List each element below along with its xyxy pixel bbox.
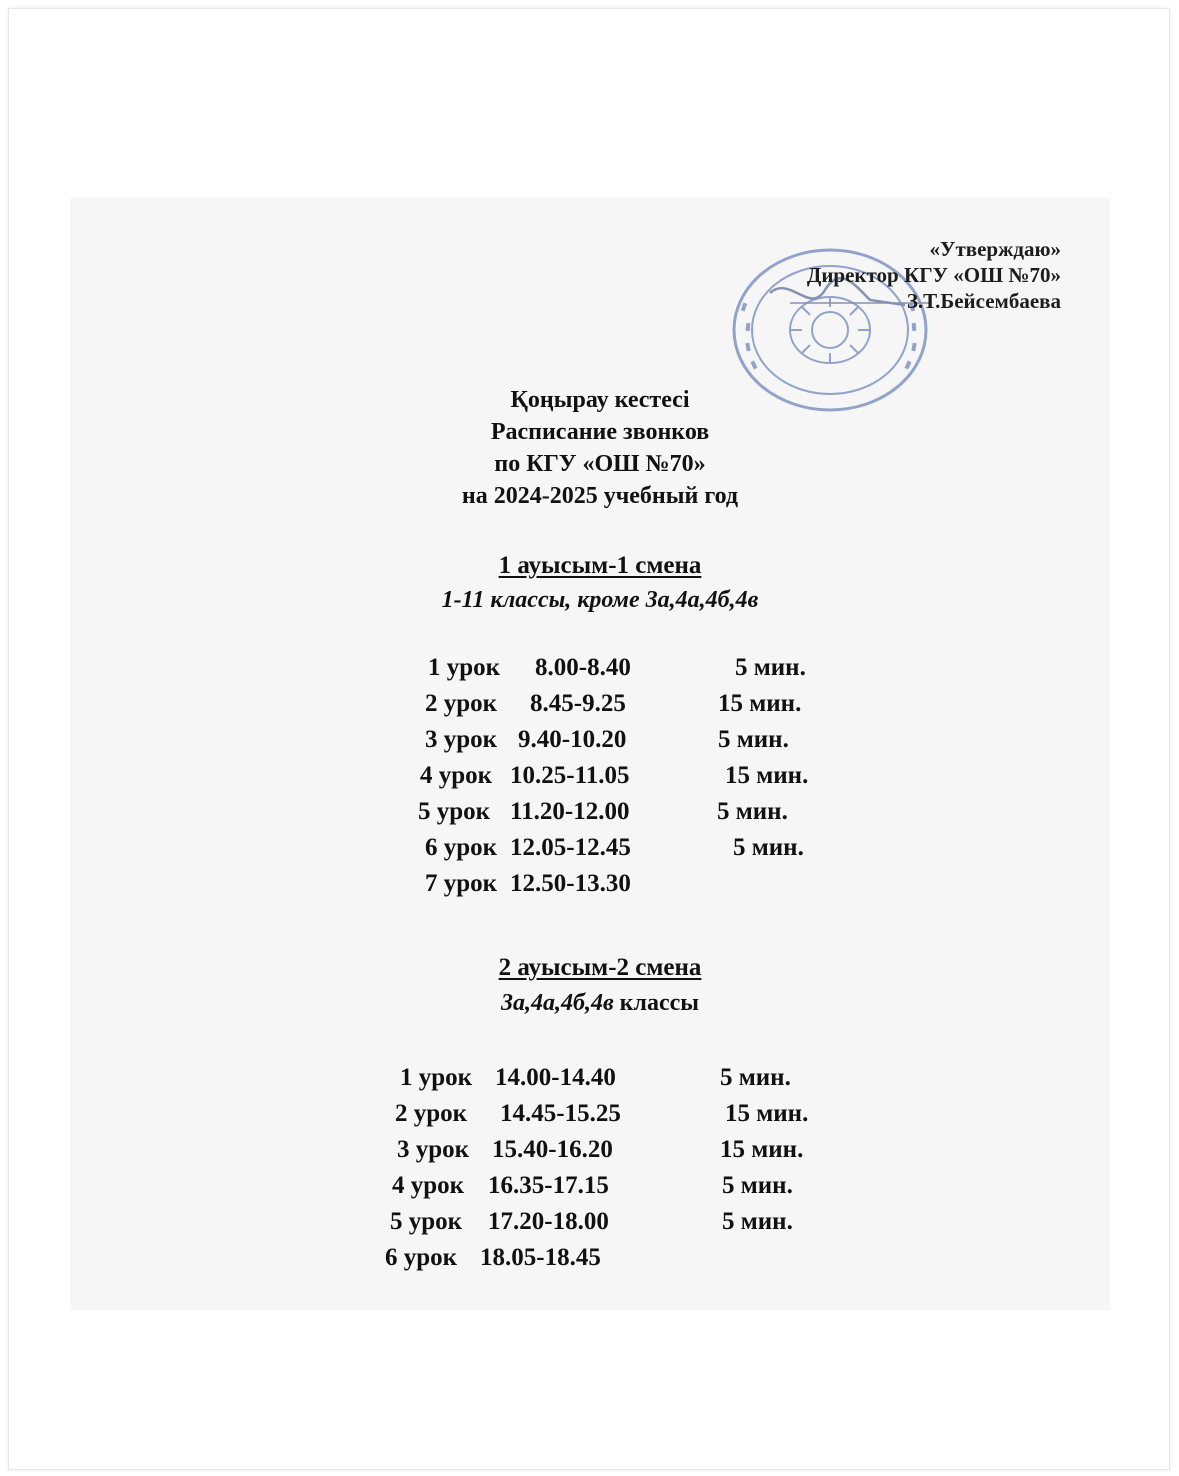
shift2-lesson-row [0,1240,1179,1276]
lesson-time: 12.05-12.45 [510,834,631,861]
shift1-lesson-row [0,650,1179,686]
shift1-lesson-row [0,758,1179,794]
break-duration: 15 мин. [720,1136,804,1163]
shift-2-classes: 3а,4а,4б,4в классы [500,990,700,1016]
title-academic-year: на 2024-2025 учебный год [461,483,739,509]
shift1-lesson-row [0,830,1179,866]
lesson-number: 4 урок [392,1172,465,1199]
lesson-time: 11.20-12.00 [510,798,630,825]
lesson-number: 5 урок [418,798,491,825]
approval-line-3: З.Т.Бейсембаева [906,289,1061,313]
title-organization: по КГУ «ОШ №70» [494,451,706,477]
lesson-number: 5 урок [390,1208,463,1235]
shift-1-heading: 1 ауысым-1 смена [498,552,702,579]
lesson-number: 2 урок [425,690,498,717]
shift1-lesson-row [0,866,1179,902]
lesson-time: 8.45-9.25 [530,690,626,717]
shift1-lesson-row [0,722,1179,758]
lesson-time: 14.45-15.25 [500,1100,621,1127]
shift1-lesson-row [0,686,1179,722]
shift2-lesson-row [0,1132,1179,1168]
lesson-number: 3 урок [425,726,498,753]
lesson-time: 8.00-8.40 [535,654,631,681]
break-duration: 5 мин. [720,1064,791,1091]
lesson-time: 16.35-17.15 [488,1172,609,1199]
break-duration: 5 мин. [733,834,804,861]
lesson-number: 6 урок [425,834,498,861]
break-duration: 15 мин. [718,690,802,717]
shift2-lesson-row [0,1204,1179,1240]
lesson-time: 18.05-18.45 [480,1244,601,1271]
lesson-time: 9.40-10.20 [518,726,627,753]
approval-line-2: Директор КГУ «ОШ №70» [806,263,1061,287]
shift2-lesson-row [0,1096,1179,1132]
lesson-time: 17.20-18.00 [488,1208,609,1235]
lesson-time: 14.00-14.40 [495,1064,616,1091]
break-duration: 15 мин. [725,762,809,789]
break-duration: 5 мин. [722,1208,793,1235]
shift-1-classes: 1-11 классы, кроме 3а,4а,4б,4в [441,587,759,613]
break-duration: 5 мин. [718,726,789,753]
lesson-number: 6 урок [385,1244,458,1271]
shift2-lesson-row [0,1168,1179,1204]
break-duration: 5 мин. [735,654,806,681]
lesson-number: 4 урок [420,762,493,789]
approval-block [807,236,1061,314]
shift1-lesson-row [0,794,1179,830]
break-duration: 5 мин. [722,1172,793,1199]
lesson-time: 15.40-16.20 [492,1136,613,1163]
lesson-number: 1 урок [400,1064,473,1091]
lesson-number: 3 урок [397,1136,470,1163]
lesson-time: 10.25-11.05 [510,762,630,789]
lesson-number: 7 урок [425,870,498,897]
shift-2-heading: 2 ауысым-2 смена [498,954,702,981]
break-duration: 5 мин. [717,798,788,825]
lesson-number: 1 урок [428,654,501,681]
approval-line-1: «Утверждаю» [929,237,1061,261]
break-duration: 15 мин. [725,1100,809,1127]
lesson-number: 2 урок [395,1100,468,1127]
document-title [330,384,870,512]
title-kazakh: Қоңырау кестесі [510,387,690,413]
shift2-lesson-row [0,1060,1179,1096]
lesson-time: 12.50-13.30 [510,870,631,897]
title-russian: Расписание звонков [490,419,710,445]
